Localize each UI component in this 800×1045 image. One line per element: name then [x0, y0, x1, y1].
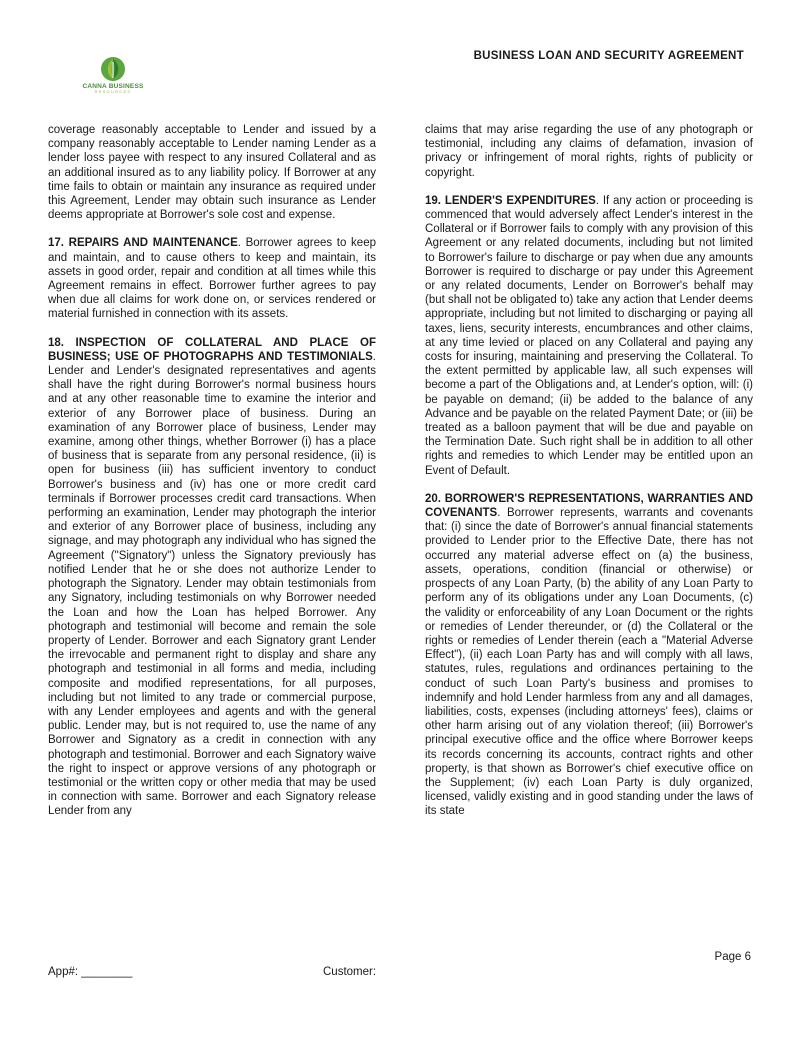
- app-number-field: App#: ________: [48, 966, 133, 978]
- section-19-body: . If any action or proceeding is commenced that would adversely affect Lender's interest in the Collateral or if Borrower fails to comply with any provision of this Agreement or any related documents, including but not limited to Borrower's failure to discharge or pay when due any amounts Borrower is required to discharge or pay under this Agreement or any related documents, Lender on Borrower's behalf may (but shall not be obligated to) take any action that Lender deems appropriate, including but not limited to discharging or paying all taxes, liens, security interests, encumbrances and other claims, at any time levied or placed on any Collateral and paying any costs for insuring, maintaining and preserving the Collateral. To the extent permitted by applicable law, all such expenses will become a part of the Obligations and, at Lender's option, will: (i) be payable on demand; (ii) be added to the balance of any Advance and be payable on the related Payment Date; or (iii) be treated as a balloon payment that will be due and payable on the Termination Date. Such right shall be in addition to all other rights and remedies to which Lender may be entitled upon an Event of Default.: [425, 194, 754, 477]
- page-number: Page 6: [714, 951, 751, 963]
- company-logo: [68, 56, 158, 106]
- left-column: [48, 123, 376, 819]
- section-20-body: . Borrower represents, warrants and covenants that: (i) since the date of Borrower's annual financial statements provided to Lender prior to the Effective Date, there has not occurred any material adverse effect on (a) the business, assets, operations, condition (financial or otherwise) or prospects of any Loan Party, (b) the ability of any Loan Party to perform any of its obligations under any Loan Documents, (c) the validity or enforceability of any Loan Document or the rights or remedies of Lender thereunder, or (d) the Collateral or the rights or remedies of Lender therein (each a "Material Adverse Effect"), (ii) each Loan Party has and will comply with all laws, statutes, rules, regulations and ordinances pertaining to the conduct of such Loan Party's business and promises to indemnify and hold Lender harmless from any and all damages, liabilities, costs, expenses (including attorneys' fees), claims or other harm arising out of any violation thereof; (iii) Borrower's principal executive office and the office where Borrower keeps its records concerning its accounts, contract rights and other property, is that shown as Borrower's chief executive office on the Supplement; (iv) each Loan Party is duly organized, licensed, validly existing and in good standing under the laws of its state: [425, 507, 753, 818]
- section-18-body: . Lender and Lender's designated representatives and agents shall have the right during Borrower's normal business hours and at any other reasonable time to examine the interior and exterior of any Borrower place of business. During an examination of any Borrower place of business, Lender may examine, among other things, whether Borrower (i) has a place of business that is separate from any personal residence, (ii) is open for business (iii) has sufficient inventory to conduct Borrower's business and (iv) has one or more credit card terminals if Borrower processes credit card transactions. When performing an examination, Lender may photograph the interior and exterior of any Borrower place of business, including any signage, and may photograph any individual who has signed the Agreement ("Signatory") unless the Signatory previously has notified Lender that he or she does not authorize Lender to photograph the Signatory. Lender may obtain testimonials from any Signatory, including testimonials on why Borrower needed the Loan and how the Loan has helped Borrower. Any photograph and testimonial will become and remain the sole property of Lender. Borrower and each Signatory grant Lender the irrevocable and permanent right to display and share any photograph and testimonial in all forms and media, including composite and modified representations, for all purposes, including but not limited to any trade or commercial purpose, with any Lender employees and agents and with the general public. Lender may, but is not required to, use the name of any Borrower and Signatory as a credit in connection with any photograph and testimonial. Borrower and each Signatory waive the right to inspect or approve versions of any photograph or testimonial or the written copy or other media that may be used in connection with same. Borrower and each Signatory release Lender from any: [48, 350, 376, 818]
- logo-tagline: RESOURCES: [94, 90, 132, 94]
- section-20-heading: 20. BORROWER'S REPRESENTATIONS, WARRANTIES AND COVENANTS: [425, 492, 753, 520]
- right-column: [425, 123, 753, 819]
- section-20: [425, 492, 753, 819]
- paragraph-claims-continued: claims that may arise regarding the use of any photograph or testimonial, including any claims of defamation, invasion of privacy or infringement of moral rights, rights of publicity or copyright.: [425, 124, 753, 179]
- leaf-logo-icon: [100, 56, 126, 82]
- section-19: [425, 194, 753, 478]
- section-17: [48, 236, 376, 321]
- customer-field: Customer:: [323, 966, 377, 978]
- section-17-body: . Borrower agrees to keep and maintain, and to cause others to keep and maintain, its assets in good order, repair and condition at all times while this Agreement remains in effect. Borrower further agrees to pay when due all claims for work done on, or services rendered or material furnished in connection with its assets.: [48, 237, 376, 321]
- section-19-heading: 19. LENDER'S EXPENDITURES: [425, 194, 596, 207]
- paragraph-insurance-continued: coverage reasonably acceptable to Lender and issued by a company reasonably acceptable to Lender naming Lender as a lender loss payee with respect to any insured Collateral and as an additional insured as to any liability policy. If Borrower at any time fails to obtain or maintain any insurance as required under this Agreement, Lender may obtain such insurance as Lender deems appropriate at Borrower's sole cost and expense.: [48, 124, 376, 222]
- document-title: BUSINESS LOAN AND SECURITY AGREEMENT: [473, 50, 744, 62]
- section-17-heading: 17. REPAIRS AND MAINTENANCE: [48, 237, 238, 250]
- section-18: [48, 336, 376, 819]
- logo-name: CANNA BUSINESS: [82, 83, 144, 90]
- section-18-heading: 18. INSPECTION OF COLLATERAL AND PLACE OF BUSINESS; USE OF PHOTOGRAPHS AND TESTIMONIALS: [48, 336, 376, 363]
